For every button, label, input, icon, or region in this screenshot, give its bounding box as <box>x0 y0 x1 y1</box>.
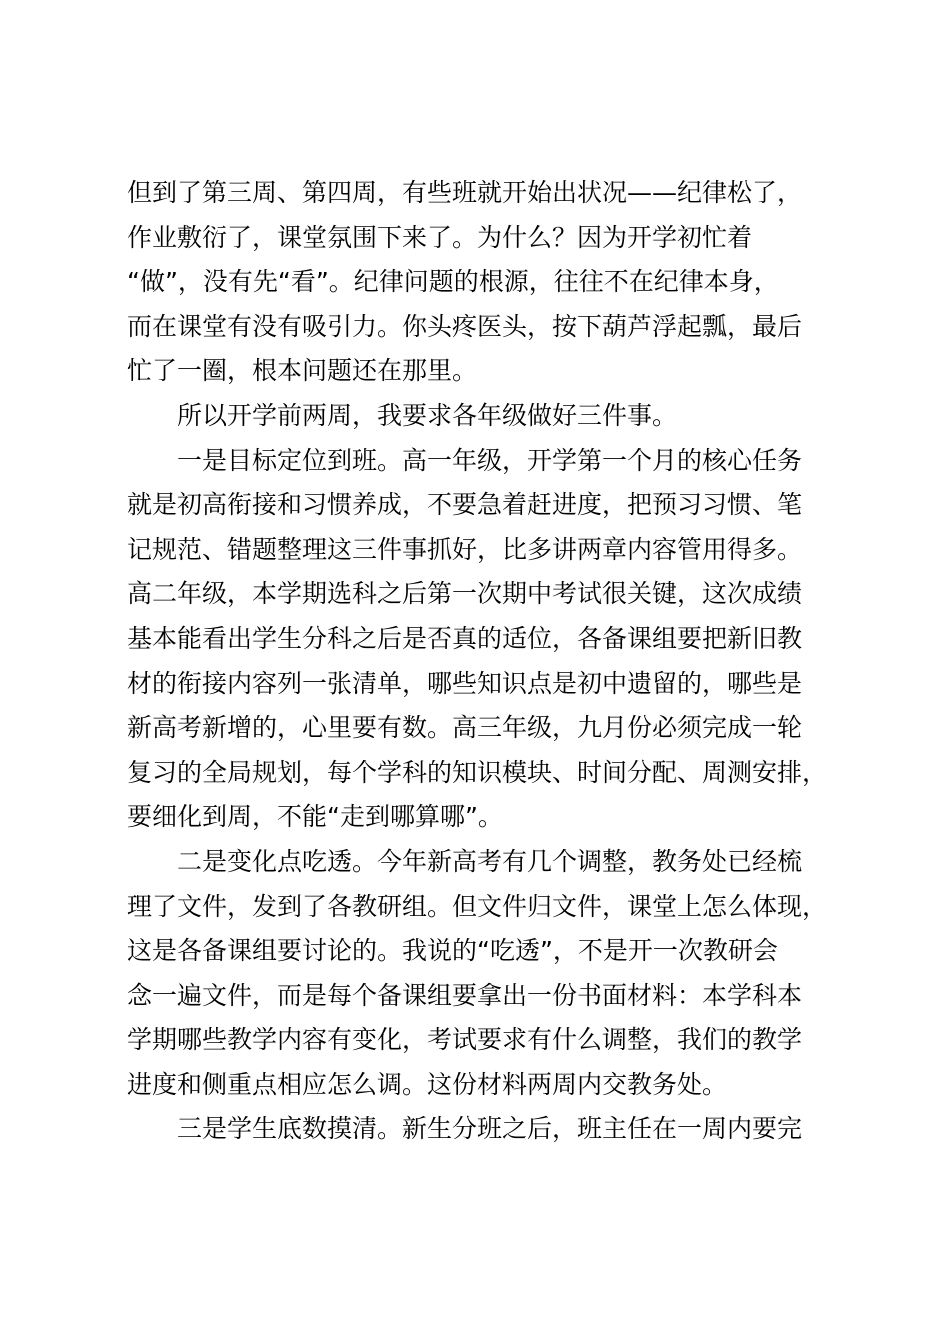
text-line: 而在课堂有没有吸引力。你头疼医头，按下葫芦浮起瓢，最后 <box>127 311 803 341</box>
text-line: 进度和侧重点相应怎么调。这份材料两周内交教务处。 <box>127 1069 728 1099</box>
text-line: 就是初高衔接和习惯养成，不要急着赶进度，把预习习惯、笔 <box>127 490 803 520</box>
text-line: 材的衔接内容列一张清单，哪些知识点是初中遗留的，哪些是 <box>127 668 803 698</box>
text-line: 作业敷衍了，课堂氛围下来了。为什么？因为开学初忙着 <box>127 222 753 252</box>
paragraph-first-line: 二是变化点吃透。今年新高考有几个调整，教务处已经梳 <box>177 846 803 876</box>
text-line: 这是各备课组要讨论的。我说的“吃透”，不是开一次教研会 <box>127 936 778 966</box>
text-line: 复习的全局规划，每个学科的知识模块、时间分配、周测安排， <box>127 757 828 787</box>
text-line: 新高考新增的，心里要有数。高三年级，九月份必须完成一轮 <box>127 713 803 743</box>
paragraph-first-line: 三是学生底数摸清。新生分班之后，班主任在一周内要完 <box>177 1114 803 1144</box>
text-line: 基本能看出学生分科之后是否真的适位，各备课组要把新旧教 <box>127 623 803 653</box>
paragraph-first-line: 一是目标定位到班。高一年级，开学第一个月的核心任务 <box>177 445 803 475</box>
text-line: 学期哪些教学内容有变化，考试要求有什么调整，我们的教学 <box>127 1025 803 1055</box>
text-line: “做”，没有先“看”。纪律问题的根源，往往不在纪律本身， <box>127 267 779 297</box>
text-line: 高二年级，本学期选科之后第一次期中考试很关键，这次成绩 <box>127 579 803 609</box>
text-line: 但到了第三周、第四周，有些班就开始出状况——纪律松了， <box>127 178 803 207</box>
text-line: 记规范、错题整理这三件事抓好，比多讲两章内容管用得多。 <box>127 534 803 564</box>
text-line: 要细化到周，不能“走到哪算哪”。 <box>127 802 503 832</box>
text-line: 念一遍文件，而是每个备课组要拿出一份书面材料：本学科本 <box>127 980 803 1010</box>
text-line: 理了文件，发到了各教研组。但文件归文件，课堂上怎么体现， <box>127 891 828 921</box>
body-text <box>127 171 857 1152</box>
paragraph-first-line: 所以开学前两周，我要求各年级做好三件事。 <box>177 400 678 430</box>
text-line: 忙了一圈，根本问题还在那里。 <box>127 356 478 386</box>
